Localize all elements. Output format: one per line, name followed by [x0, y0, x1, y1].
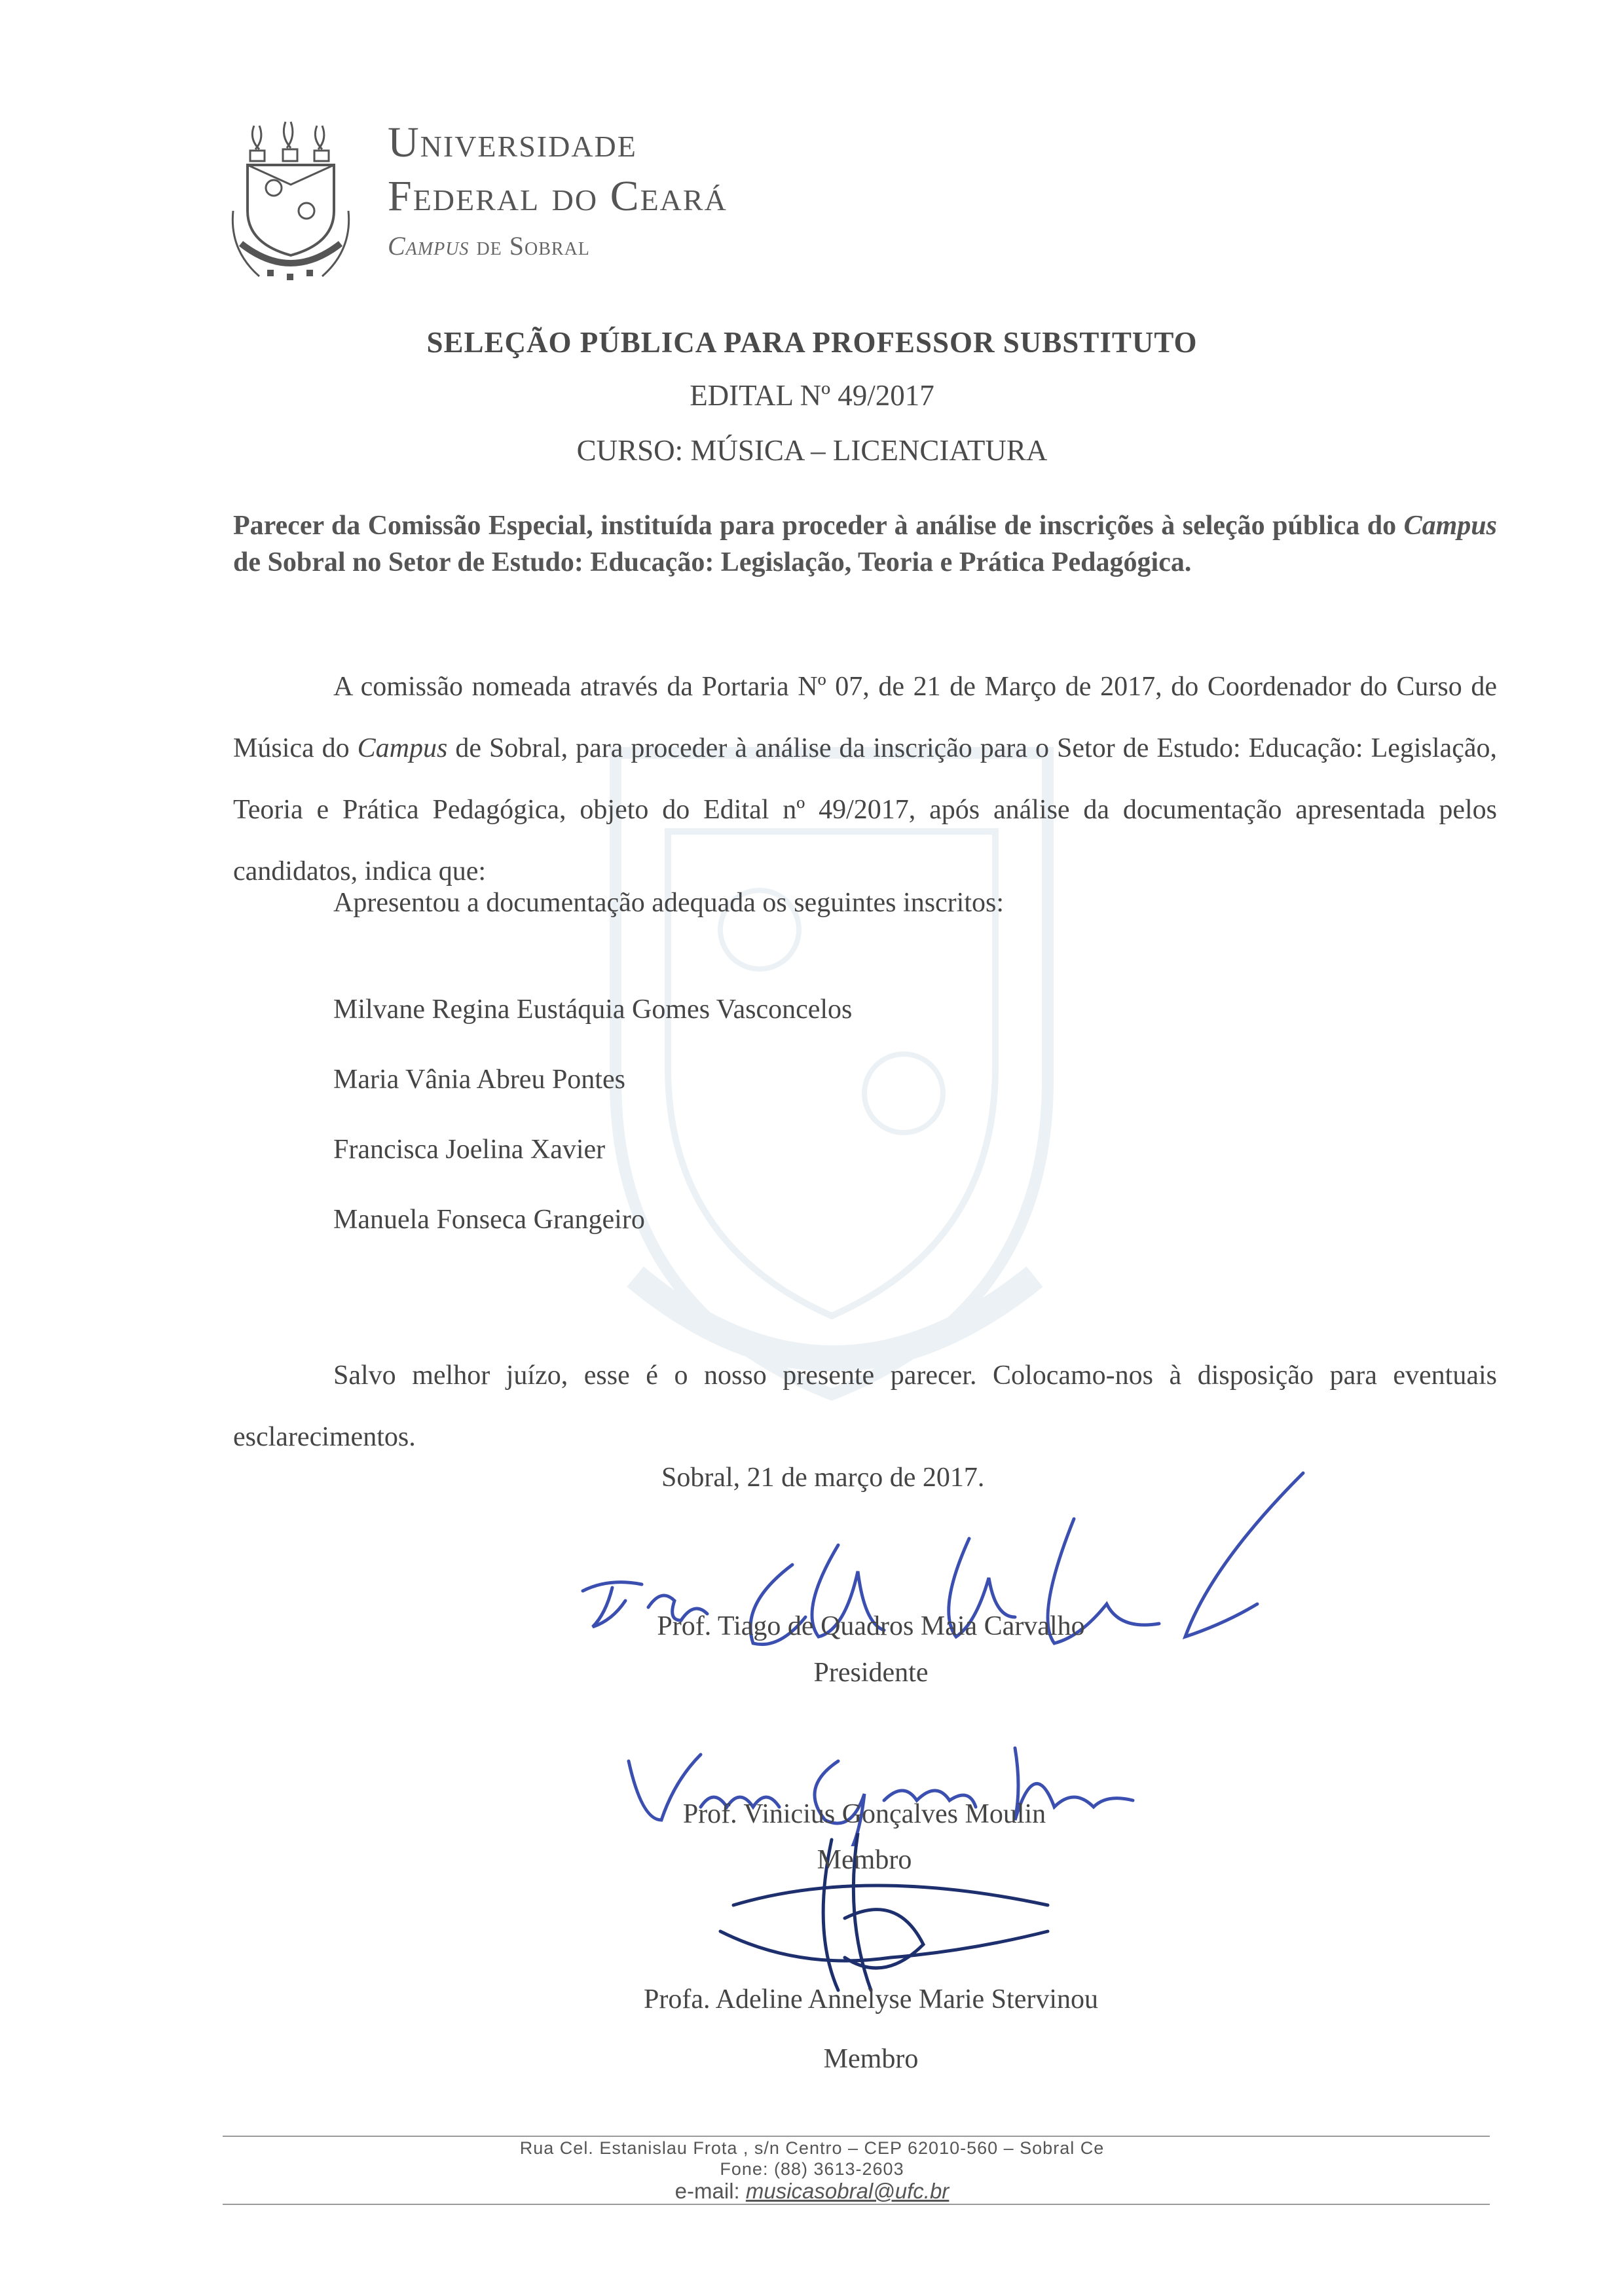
footer-phone: Fone: (88) 3613-2603 [720, 2159, 904, 2179]
signatory-role: Presidente [813, 1658, 929, 1688]
footer-divider-top [223, 2136, 1490, 2137]
footer-email [0, 2179, 1624, 2204]
footer-address: Rua Cel. Estanislau Frota , s/n Centro – CEP 62010-560 – Sobral Ce [519, 2138, 1105, 2158]
edital-number: EDITAL Nº 49/2017 [690, 379, 934, 412]
intro-text-1: Parecer da Comissão Especial, instituída para proceder à análise de inscrições à seleção pública do [233, 511, 1404, 541]
candidate-item: Manuela Fonseca Grangeiro [333, 1205, 645, 1235]
candidates-intro: Apresentou a documentação adequada os seguintes inscritos: [333, 888, 1005, 918]
signatory-role: Membro [823, 2044, 919, 2074]
body-text-1: A comissão nomeada através da Portaria Nº 07, de 21 de Março de 2017, do Coordenador do Curso de Música do [233, 672, 1497, 763]
campus-line [388, 230, 590, 261]
candidate-item: Milvane Regina Eustáquia Gomes Vasconcelos [333, 994, 853, 1025]
university-name-line-1: Universidade [388, 118, 637, 166]
intro-campus-word: Campus [1403, 511, 1497, 541]
footer-email-link[interactable]: musicasobral@ufc.br [745, 2179, 950, 2203]
signatory-role: Membro [817, 1845, 912, 1875]
ufc-crest-logo [228, 113, 354, 289]
body-campus-word: Campus [357, 733, 448, 763]
signatory-name: Prof. Tiago de Quadros Maia Carvalho [657, 1611, 1085, 1641]
body-paragraph [233, 656, 1497, 902]
footer-divider-bottom [223, 2204, 1490, 2205]
campus-rest: de Sobral [469, 231, 590, 261]
signatory-name: Prof. Vinicius Gonçalves Moulin [682, 1799, 1046, 1829]
footer-email-label: e-mail: [674, 2179, 746, 2203]
intro-paragraph [233, 507, 1497, 581]
course-name: CURSO: MÚSICA – LICENCIATURA [576, 434, 1048, 467]
body-text-2: de Sobral, para proceder à análise da inscrição para o Setor de Estudo: Educação: Legislação, Teoria e Prática Pedagógica, objeto do Edital nº 49/2017, após análise da documentação apresentada pelos candidatos, indica que: [233, 733, 1497, 886]
place-and-date: Sobral, 21 de março de 2017. [661, 1463, 985, 1493]
closing-paragraph: Salvo melhor juízo, esse é o nosso presente parecer. Colocamo-nos à disposição para eventuais esclarecimentos. [233, 1360, 1497, 1452]
document-heading: SELEÇÃO PÚBLICA PARA PROFESSOR SUBSTITUTO [426, 326, 1198, 359]
candidate-item: Francisca Joelina Xavier [333, 1135, 606, 1165]
intro-text-2: de Sobral no Setor de Estudo: Educação: Legislação, Teoria e Prática Pedagógica. [233, 547, 1192, 577]
campus-word: Campus [388, 231, 470, 261]
university-name-line-2: Federal do Ceará [388, 172, 728, 220]
signatory-name: Profa. Adeline Annelyse Marie Stervinou [643, 1984, 1099, 2014]
candidate-item: Maria Vânia Abreu Pontes [333, 1065, 625, 1095]
